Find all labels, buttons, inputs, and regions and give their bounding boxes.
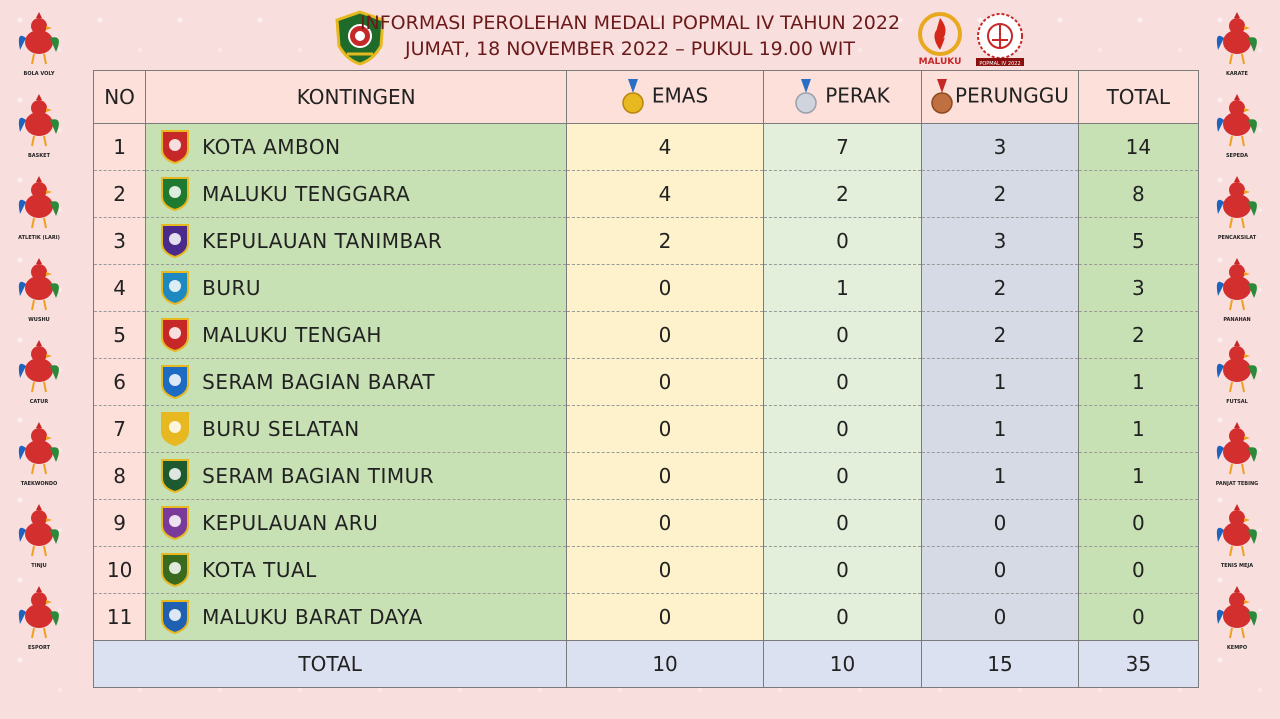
header-kontingen: KONTINGEN: [146, 71, 567, 124]
popmal-logo-text: POPMAL IV 2022: [979, 61, 1021, 67]
cell-perunggu: 0: [922, 547, 1078, 594]
sport-label: PENCAKSILAT: [1217, 235, 1257, 241]
kontingen-name: KOTA AMBON: [202, 135, 341, 159]
cell-kontingen: [146, 218, 567, 265]
cell-kontingen: [146, 547, 567, 594]
header-emas-label: EMAS: [651, 83, 709, 108]
cell-perak: 0: [763, 500, 921, 547]
cell-perak: 7: [763, 124, 921, 171]
kontingen-name: KOTA TUAL: [202, 558, 317, 582]
sport-label: PANAHAN: [1223, 317, 1251, 323]
sport-label: CATUR: [29, 399, 49, 405]
cell-perunggu: 3: [922, 124, 1078, 171]
kontingen-name: SERAM BAGIAN TIMUR: [202, 464, 435, 488]
sport-label: KARATE: [1226, 71, 1248, 77]
cell-emas: 4: [567, 171, 764, 218]
sport-label: TAEKWONDO: [20, 481, 58, 487]
maluku-tenggara-crest-icon: [160, 176, 190, 212]
table-row: [94, 218, 1199, 265]
kontingen-name: BURU: [202, 276, 262, 300]
table-row: [94, 124, 1199, 171]
cell-perunggu: 0: [922, 594, 1078, 641]
cell-perak: 0: [763, 547, 921, 594]
page-subtitle: JUMAT, 18 NOVEMBER 2022 – PUKUL 19.00 WIT: [404, 38, 856, 60]
silver-medal-icon: [795, 79, 817, 115]
kontingen-name: KEPULAUAN ARU: [202, 511, 379, 535]
table-row: [94, 500, 1199, 547]
cell-no: 6: [94, 359, 146, 406]
page-title: INFORMASI PEROLEHAN MEDALI POPMAL IV TAHUN 2022: [359, 12, 901, 34]
table-row: [94, 359, 1199, 406]
cell-perunggu: 1: [922, 406, 1078, 453]
header-perak-label: PERAK: [825, 83, 890, 108]
cell-no: 2: [94, 171, 146, 218]
cell-perak: 0: [763, 594, 921, 641]
rooster-mascot-icon: [10, 172, 68, 232]
cell-kontingen: [146, 171, 567, 218]
rooster-mascot-icon: [10, 254, 68, 314]
kontingen-name: BURU SELATAN: [202, 417, 360, 441]
cell-kontingen: [146, 500, 567, 547]
cell-kontingen: [146, 359, 567, 406]
maluku-flame-logo-icon: [912, 10, 968, 68]
cell-perak: 0: [763, 359, 921, 406]
table-row: [94, 453, 1199, 500]
buru-crest-icon: [160, 270, 190, 306]
cell-total: 14: [1078, 124, 1198, 171]
cell-no: 1: [94, 124, 146, 171]
rooster-mascot-icon: [1208, 254, 1266, 314]
popmal-logo-icon: [972, 10, 1028, 68]
footer-total-label: TOTAL: [94, 641, 567, 688]
rooster-mascot-icon: [1208, 172, 1266, 232]
buru-selatan-crest-icon: [160, 411, 190, 447]
rooster-mascot-icon: [1208, 500, 1266, 560]
bronze-medal-icon: [931, 79, 953, 115]
cell-total: 1: [1078, 406, 1198, 453]
cell-perak: 0: [763, 218, 921, 265]
rooster-mascot-icon: [1208, 418, 1266, 478]
cell-emas: 0: [567, 547, 764, 594]
sport-label: BOLA VOLY: [23, 71, 55, 77]
rooster-mascot-icon: [1208, 582, 1266, 642]
kontingen-name: SERAM BAGIAN BARAT: [202, 370, 436, 394]
cell-perak: 2: [763, 171, 921, 218]
table-row: [94, 312, 1199, 359]
rooster-mascot-icon: [10, 336, 68, 396]
footer-perunggu: 15: [922, 641, 1078, 688]
sport-label: FUTSAL: [1226, 399, 1248, 405]
maluku-logo-text: MALUKU: [918, 57, 962, 67]
sport-label: ESPORT: [28, 645, 50, 651]
cell-total: 0: [1078, 547, 1198, 594]
rooster-mascot-icon: [10, 500, 68, 560]
cell-no: 4: [94, 265, 146, 312]
rooster-mascot-icon: [10, 582, 68, 642]
cell-perak: 0: [763, 312, 921, 359]
cell-kontingen: [146, 312, 567, 359]
kepulauan-tanimbar-crest-icon: [160, 223, 190, 259]
kontingen-name: MALUKU TENGGARA: [202, 182, 411, 206]
cell-emas: 0: [567, 406, 764, 453]
sport-label: TINJU: [31, 563, 47, 569]
gold-medal-icon: [622, 79, 644, 115]
cell-emas: 0: [567, 500, 764, 547]
cell-total: 8: [1078, 171, 1198, 218]
maluku-barat-daya-crest-icon: [160, 599, 190, 635]
sport-label: KEMPO: [1226, 645, 1248, 651]
footer-perak: 10: [763, 641, 921, 688]
cell-no: 11: [94, 594, 146, 641]
medal-table: [93, 70, 1199, 688]
kontingen-name: MALUKU BARAT DAYA: [202, 605, 423, 629]
cell-total: 1: [1078, 359, 1198, 406]
cell-no: 7: [94, 406, 146, 453]
cell-kontingen: [146, 124, 567, 171]
table-row: [94, 265, 1199, 312]
footer-emas: 10: [567, 641, 764, 688]
cell-total: 0: [1078, 594, 1198, 641]
kota-tual-crest-icon: [160, 552, 190, 588]
table-row: [94, 547, 1199, 594]
sport-label: PANJAT TEBING: [1215, 481, 1259, 487]
header-emas: [567, 71, 764, 124]
cell-perak: 1: [763, 265, 921, 312]
header-total: TOTAL: [1078, 71, 1198, 124]
cell-no: 9: [94, 500, 146, 547]
table-row: [94, 406, 1199, 453]
cell-emas: 0: [567, 312, 764, 359]
footer-total: 35: [1078, 641, 1198, 688]
sport-label: SEPEDA: [1225, 153, 1249, 159]
maluku-tengah-crest-icon: [160, 317, 190, 353]
cell-perunggu: 2: [922, 312, 1078, 359]
rooster-mascot-icon: [10, 8, 68, 68]
cell-emas: 2: [567, 218, 764, 265]
header-perunggu-label: PERUNGGU: [955, 83, 1069, 108]
cell-emas: 0: [567, 359, 764, 406]
table-row: [94, 171, 1199, 218]
cell-no: 10: [94, 547, 146, 594]
header: [0, 6, 1280, 66]
rooster-mascot-icon: [1208, 336, 1266, 396]
cell-no: 3: [94, 218, 146, 265]
cell-emas: 0: [567, 453, 764, 500]
cell-no: 5: [94, 312, 146, 359]
cell-kontingen: [146, 453, 567, 500]
cell-total: 3: [1078, 265, 1198, 312]
cell-kontingen: [146, 594, 567, 641]
cell-total: 0: [1078, 500, 1198, 547]
cell-perunggu: 1: [922, 359, 1078, 406]
cell-total: 1: [1078, 453, 1198, 500]
cell-perak: 0: [763, 406, 921, 453]
sport-label: BASKET: [28, 153, 50, 159]
cell-total: 5: [1078, 218, 1198, 265]
cell-perunggu: 2: [922, 171, 1078, 218]
kepulauan-aru-crest-icon: [160, 505, 190, 541]
cell-perunggu: 0: [922, 500, 1078, 547]
seram-bagian-timur-crest-icon: [160, 458, 190, 494]
table-header-row: [94, 71, 1199, 124]
cell-perak: 0: [763, 453, 921, 500]
rooster-mascot-icon: [10, 90, 68, 150]
cell-emas: 0: [567, 594, 764, 641]
sport-label: ATLETIK (LARI): [18, 235, 60, 241]
table-footer-row: [94, 641, 1199, 688]
cell-perunggu: 3: [922, 218, 1078, 265]
cell-perunggu: 2: [922, 265, 1078, 312]
header-perunggu: [922, 71, 1078, 124]
header-no: NO: [94, 71, 146, 124]
header-perak: [763, 71, 921, 124]
cell-no: 8: [94, 453, 146, 500]
kontingen-name: MALUKU TENGAH: [202, 323, 382, 347]
rooster-mascot-icon: [1208, 8, 1266, 68]
rooster-mascot-icon: [10, 418, 68, 478]
cell-emas: 0: [567, 265, 764, 312]
sport-label: TENIS MEJA: [1220, 563, 1254, 569]
kontingen-name: KEPULAUAN TANIMBAR: [202, 229, 443, 253]
cell-perunggu: 1: [922, 453, 1078, 500]
cell-emas: 4: [567, 124, 764, 171]
seram-bagian-barat-crest-icon: [160, 364, 190, 400]
sport-label: WUSHU: [28, 317, 50, 323]
rooster-mascot-icon: [1208, 90, 1266, 150]
cell-kontingen: [146, 265, 567, 312]
kota-ambon-crest-icon: [160, 129, 190, 165]
table-row: [94, 594, 1199, 641]
cell-kontingen: [146, 406, 567, 453]
cell-total: 2: [1078, 312, 1198, 359]
